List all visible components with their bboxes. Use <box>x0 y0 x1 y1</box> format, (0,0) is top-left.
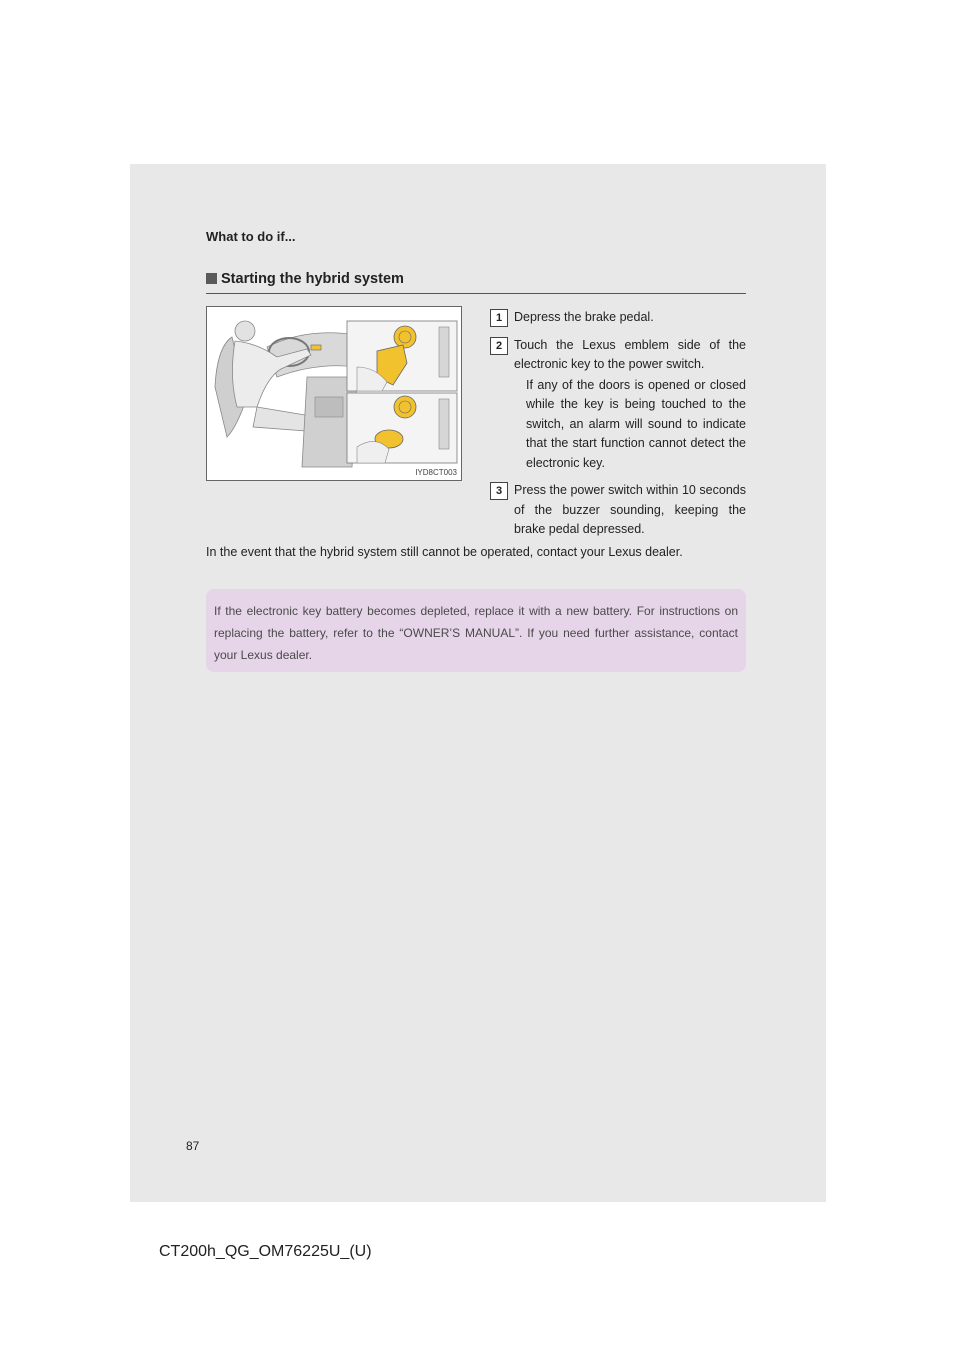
step-list <box>490 308 746 548</box>
driver-key-illustration <box>207 307 461 480</box>
step-item <box>490 481 746 540</box>
page-number: 87 <box>186 1139 200 1153</box>
square-bullet-icon <box>206 273 217 284</box>
step-number: 3 <box>490 482 508 500</box>
step-text: Touch the Lexus emblem side of the electronic key to the power switch. <box>514 337 746 371</box>
section-heading <box>206 271 746 294</box>
step-number: 1 <box>490 309 508 327</box>
step-item <box>490 308 746 328</box>
illustration-code: IYD8CT003 <box>415 468 457 477</box>
step-note: If any of the doors is opened or closed while the key is being touched to the switch, an alarm will sound to indicate that the start function cannot detect the electronic key. <box>526 377 746 470</box>
step-text: Press the power switch within 10 seconds of the buzzer sounding, keeping the brake pedal depressed. <box>514 483 746 536</box>
step-number: 2 <box>490 337 508 355</box>
step-text: Depress the brake pedal. <box>514 310 654 324</box>
running-header: What to do if... <box>206 229 296 244</box>
document-code: CT200h_QG_OM76225U_(U) <box>159 1243 372 1260</box>
step-item <box>490 336 746 474</box>
info-box: If the electronic key battery becomes depleted, replace it with a new battery. For instructions on replacing the battery, refer to the “OWNER’S MANUAL”. If you need further assistance, contact your Lexus dealer. <box>206 589 746 672</box>
illustration <box>206 306 462 481</box>
section-title: Starting the hybrid system <box>221 271 404 287</box>
body-paragraph: In the event that the hybrid system still cannot be operated, contact your Lexus dealer. <box>206 545 683 559</box>
